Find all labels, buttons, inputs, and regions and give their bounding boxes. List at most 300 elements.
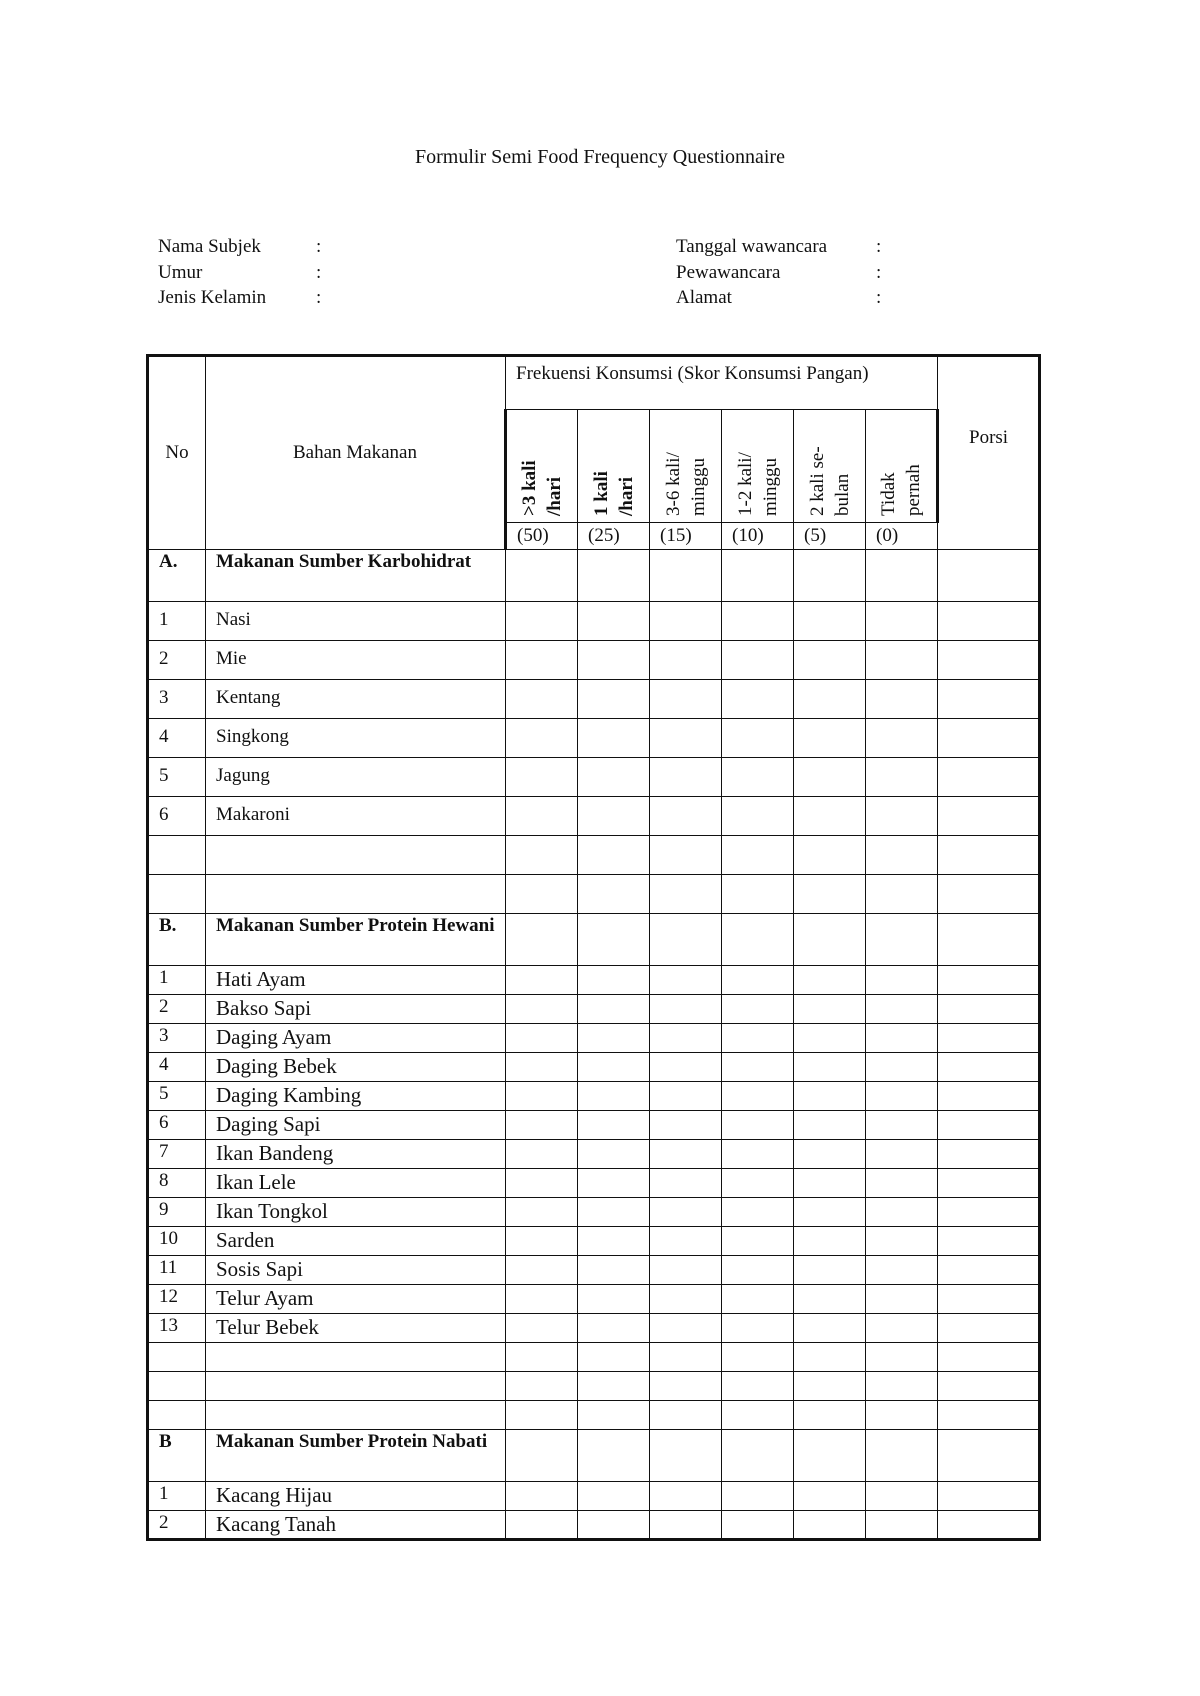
frequency-cell[interactable]	[722, 1227, 794, 1256]
frequency-cell[interactable]	[578, 1169, 650, 1198]
frequency-cell[interactable]	[650, 914, 722, 966]
interview-info	[676, 234, 881, 311]
frequency-cell[interactable]	[794, 602, 866, 641]
food-name: Daging Bebek	[206, 1053, 506, 1082]
food-name: Daging Kambing	[206, 1082, 506, 1111]
frequency-cell[interactable]	[722, 1343, 794, 1372]
porsi-cell[interactable]	[938, 1082, 1040, 1111]
frequency-cell[interactable]	[794, 1314, 866, 1343]
frequency-cell[interactable]	[506, 995, 578, 1024]
frequency-cell[interactable]	[506, 1430, 578, 1482]
frequency-cell[interactable]	[866, 1343, 938, 1372]
frequency-cell[interactable]	[794, 758, 866, 797]
frequency-cell[interactable]	[650, 1256, 722, 1285]
food-item-row	[148, 1314, 1040, 1343]
frequency-cell[interactable]	[650, 1227, 722, 1256]
row-number: A.	[148, 550, 206, 602]
meta-colon: :	[316, 236, 322, 257]
frequency-cell[interactable]	[866, 719, 938, 758]
freq-column-label: >3 kali /hari	[519, 460, 565, 516]
frequency-cell[interactable]	[578, 1198, 650, 1227]
porsi-cell[interactable]	[938, 602, 1040, 641]
frequency-cell[interactable]	[650, 1024, 722, 1053]
freq-column-header	[650, 410, 722, 523]
food-name: Telur Ayam	[206, 1285, 506, 1314]
frequency-cell[interactable]	[506, 1169, 578, 1198]
frequency-cell[interactable]	[578, 1343, 650, 1372]
frequency-cell[interactable]	[578, 680, 650, 719]
frequency-cell[interactable]	[650, 719, 722, 758]
porsi-cell[interactable]	[938, 641, 1040, 680]
frequency-cell[interactable]	[722, 1285, 794, 1314]
frequency-cell[interactable]	[650, 680, 722, 719]
porsi-cell[interactable]	[938, 758, 1040, 797]
frequency-cell[interactable]	[578, 1401, 650, 1430]
frequency-cell[interactable]	[866, 1285, 938, 1314]
food-item-row	[148, 1285, 1040, 1314]
frequency-cell[interactable]	[722, 1430, 794, 1482]
table-body	[148, 550, 1040, 1540]
food-item-row	[148, 1256, 1040, 1285]
frequency-cell[interactable]	[506, 1111, 578, 1140]
subject-info	[158, 234, 321, 311]
frequency-cell[interactable]	[650, 1482, 722, 1511]
porsi-cell[interactable]	[938, 1198, 1040, 1227]
frequency-cell[interactable]	[794, 1401, 866, 1430]
frequency-cell[interactable]	[506, 1198, 578, 1227]
row-number: 4	[148, 719, 206, 758]
frequency-cell[interactable]	[506, 797, 578, 836]
frequency-cell[interactable]	[794, 1372, 866, 1401]
porsi-cell[interactable]	[938, 995, 1040, 1024]
food-item-row	[148, 1169, 1040, 1198]
frequency-cell[interactable]	[794, 1343, 866, 1372]
porsi-cell[interactable]	[938, 1314, 1040, 1343]
frequency-cell[interactable]	[722, 1511, 794, 1540]
frequency-cell[interactable]	[578, 719, 650, 758]
frequency-cell[interactable]	[578, 1227, 650, 1256]
frequency-cell[interactable]	[578, 1285, 650, 1314]
frequency-cell[interactable]	[866, 641, 938, 680]
frequency-cell[interactable]	[506, 836, 578, 875]
row-number	[148, 1372, 206, 1401]
freq-column-header	[722, 410, 794, 523]
food-name	[206, 1401, 506, 1430]
porsi-cell[interactable]	[938, 1511, 1040, 1540]
frequency-cell[interactable]	[506, 1285, 578, 1314]
food-item-row	[148, 1082, 1040, 1111]
frequency-cell[interactable]	[506, 1401, 578, 1430]
frequency-cell[interactable]	[722, 1111, 794, 1140]
frequency-cell[interactable]	[866, 1482, 938, 1511]
frequency-cell[interactable]	[722, 914, 794, 966]
frequency-cell[interactable]	[866, 1256, 938, 1285]
frequency-cell[interactable]	[866, 1314, 938, 1343]
porsi-cell[interactable]	[938, 1430, 1040, 1482]
frequency-cell[interactable]	[866, 1430, 938, 1482]
food-item-row	[148, 1511, 1040, 1540]
frequency-cell[interactable]	[866, 1198, 938, 1227]
meta-colon: :	[876, 261, 882, 283]
frequency-cell[interactable]	[650, 1314, 722, 1343]
frequency-cell[interactable]	[506, 1256, 578, 1285]
row-number	[148, 836, 206, 875]
food-name: Kacang Tanah	[206, 1511, 506, 1540]
porsi-cell[interactable]	[938, 1372, 1040, 1401]
frequency-cell[interactable]	[794, 550, 866, 602]
frequency-cell[interactable]	[506, 641, 578, 680]
frequency-cell[interactable]	[866, 1401, 938, 1430]
frequency-cell[interactable]	[722, 836, 794, 875]
frequency-cell[interactable]	[506, 1053, 578, 1082]
porsi-cell[interactable]	[938, 1285, 1040, 1314]
form-title: Formulir Semi Food Frequency Questionnaire	[415, 146, 785, 168]
frequency-cell[interactable]	[506, 966, 578, 995]
frequency-cell[interactable]	[794, 1111, 866, 1140]
header-bahan-makanan: Bahan Makanan	[206, 356, 506, 550]
frequency-cell[interactable]	[722, 1198, 794, 1227]
frequency-cell[interactable]	[578, 641, 650, 680]
frequency-cell[interactable]	[722, 1024, 794, 1053]
frequency-cell[interactable]	[866, 1140, 938, 1169]
frequency-cell[interactable]	[578, 1111, 650, 1140]
porsi-cell[interactable]	[938, 875, 1040, 914]
frequency-cell[interactable]	[722, 1314, 794, 1343]
frequency-cell[interactable]	[794, 875, 866, 914]
freq-column-header	[578, 410, 650, 523]
row-number: 4	[148, 1053, 206, 1082]
freq-column-header	[506, 410, 578, 523]
frequency-cell[interactable]	[578, 1482, 650, 1511]
meta-row-jenis-kelamin	[158, 285, 321, 311]
frequency-cell[interactable]	[866, 995, 938, 1024]
food-item-row	[148, 875, 1040, 914]
frequency-cell[interactable]	[866, 1082, 938, 1111]
food-item-row	[148, 641, 1040, 680]
porsi-cell[interactable]	[938, 680, 1040, 719]
porsi-cell[interactable]	[938, 1401, 1040, 1430]
meta-label: Alamat	[676, 287, 732, 308]
food-name: Nasi	[206, 602, 506, 641]
row-number: 6	[148, 797, 206, 836]
frequency-cell[interactable]	[722, 797, 794, 836]
food-name: Makanan Sumber Protein Hewani	[206, 914, 506, 966]
porsi-cell[interactable]	[938, 719, 1040, 758]
frequency-cell[interactable]	[650, 1401, 722, 1430]
row-number	[148, 875, 206, 914]
frequency-cell[interactable]	[650, 995, 722, 1024]
frequency-cell[interactable]	[794, 1227, 866, 1256]
frequency-cell[interactable]	[866, 1111, 938, 1140]
frequency-cell[interactable]	[866, 836, 938, 875]
food-name: Jagung	[206, 758, 506, 797]
porsi-cell[interactable]	[938, 1227, 1040, 1256]
frequency-cell[interactable]	[506, 758, 578, 797]
frequency-cell[interactable]	[722, 1372, 794, 1401]
frequency-cell[interactable]	[794, 1140, 866, 1169]
row-number: 8	[148, 1169, 206, 1198]
frequency-cell[interactable]	[506, 680, 578, 719]
frequency-cell[interactable]	[506, 719, 578, 758]
frequency-cell[interactable]	[506, 1082, 578, 1111]
freq-column-label: 2 kali se- bulan	[806, 446, 853, 516]
frequency-cell[interactable]	[722, 1482, 794, 1511]
frequency-cell[interactable]	[650, 602, 722, 641]
frequency-cell[interactable]	[722, 966, 794, 995]
frequency-cell[interactable]	[650, 1430, 722, 1482]
food-name: Ikan Bandeng	[206, 1140, 506, 1169]
meta-label: Jenis Kelamin	[158, 287, 267, 308]
frequency-cell[interactable]	[866, 1227, 938, 1256]
row-number: 10	[148, 1227, 206, 1256]
food-item-row	[148, 1401, 1040, 1430]
header-porsi: Porsi	[938, 356, 1040, 550]
frequency-cell[interactable]	[578, 550, 650, 602]
frequency-cell[interactable]	[578, 1372, 650, 1401]
frequency-cell[interactable]	[722, 1140, 794, 1169]
frequency-cell[interactable]	[578, 1053, 650, 1082]
section-header-row	[148, 550, 1040, 602]
frequency-cell[interactable]	[506, 1372, 578, 1401]
frequency-cell[interactable]	[506, 875, 578, 914]
frequency-cell[interactable]	[578, 966, 650, 995]
frequency-cell[interactable]	[578, 1511, 650, 1540]
food-item-row	[148, 966, 1040, 995]
meta-row-alamat	[676, 285, 881, 311]
food-name: Daging Sapi	[206, 1111, 506, 1140]
row-number: 5	[148, 758, 206, 797]
meta-row-nama	[158, 234, 321, 260]
meta-colon: :	[876, 236, 882, 257]
header-no: No	[148, 356, 206, 550]
food-name: Daging Ayam	[206, 1024, 506, 1053]
frequency-cell[interactable]	[794, 1024, 866, 1053]
frequency-cell[interactable]	[650, 1111, 722, 1140]
frequency-cell[interactable]	[866, 875, 938, 914]
food-name: Makaroni	[206, 797, 506, 836]
frequency-cell[interactable]	[866, 1053, 938, 1082]
frequency-cell[interactable]	[506, 1140, 578, 1169]
frequency-cell[interactable]	[578, 1082, 650, 1111]
frequency-cell[interactable]	[794, 1198, 866, 1227]
frequency-cell[interactable]	[578, 1256, 650, 1285]
porsi-cell[interactable]	[938, 1140, 1040, 1169]
frequency-cell[interactable]	[650, 550, 722, 602]
frequency-cell[interactable]	[794, 680, 866, 719]
frequency-cell[interactable]	[794, 1285, 866, 1314]
frequency-cell[interactable]	[506, 602, 578, 641]
porsi-cell[interactable]	[938, 550, 1040, 602]
meta-row-pewawancara	[676, 260, 881, 286]
meta-row-umur	[158, 260, 321, 286]
row-number: 3	[148, 1024, 206, 1053]
food-item-row	[148, 1372, 1040, 1401]
food-item-row	[148, 602, 1040, 641]
frequency-cell[interactable]	[722, 719, 794, 758]
frequency-cell[interactable]	[650, 1140, 722, 1169]
frequency-cell[interactable]	[650, 1343, 722, 1372]
frequency-cell[interactable]	[794, 836, 866, 875]
frequency-cell[interactable]	[578, 602, 650, 641]
frequency-cell[interactable]	[650, 836, 722, 875]
food-item-row	[148, 1053, 1040, 1082]
freq-score: (50)	[506, 523, 578, 550]
frequency-cell[interactable]	[794, 1430, 866, 1482]
frequency-cell[interactable]	[650, 1169, 722, 1198]
frequency-cell[interactable]	[866, 797, 938, 836]
frequency-cell[interactable]	[722, 758, 794, 797]
food-name: Hati Ayam	[206, 966, 506, 995]
row-number: 1	[148, 1482, 206, 1511]
row-number: 2	[148, 1511, 206, 1540]
porsi-cell[interactable]	[938, 1482, 1040, 1511]
frequency-cell[interactable]	[866, 1511, 938, 1540]
food-item-row	[148, 1482, 1040, 1511]
frequency-cell[interactable]	[722, 1082, 794, 1111]
frequency-cell[interactable]	[578, 758, 650, 797]
frequency-cell[interactable]	[506, 1314, 578, 1343]
porsi-cell[interactable]	[938, 1343, 1040, 1372]
frequency-cell[interactable]	[578, 1430, 650, 1482]
frequency-cell[interactable]	[578, 995, 650, 1024]
frequency-cell[interactable]	[794, 797, 866, 836]
freq-column-label: 1 kali /hari	[590, 471, 637, 516]
frequency-cell[interactable]	[794, 1053, 866, 1082]
meta-label: Tanggal wawancara	[676, 236, 828, 257]
frequency-cell[interactable]	[722, 1169, 794, 1198]
food-item-row	[148, 836, 1040, 875]
frequency-cell[interactable]	[506, 1343, 578, 1372]
frequency-cell[interactable]	[650, 641, 722, 680]
freq-column-header	[866, 410, 938, 523]
food-name: Makanan Sumber Protein Nabati	[206, 1430, 506, 1482]
food-item-row	[148, 1111, 1040, 1140]
frequency-cell[interactable]	[794, 1256, 866, 1285]
freq-column-label: 1-2 kali/ minggu	[734, 452, 781, 516]
frequency-cell[interactable]	[794, 719, 866, 758]
food-name: Telur Bebek	[206, 1314, 506, 1343]
frequency-cell[interactable]	[866, 966, 938, 995]
porsi-cell[interactable]	[938, 1256, 1040, 1285]
frequency-cell[interactable]	[650, 1285, 722, 1314]
frequency-cell[interactable]	[578, 1140, 650, 1169]
row-number: 6	[148, 1111, 206, 1140]
frequency-cell[interactable]	[578, 836, 650, 875]
table-header	[148, 356, 1040, 550]
row-number: B.	[148, 914, 206, 966]
frequency-cell[interactable]	[650, 1053, 722, 1082]
porsi-cell[interactable]	[938, 1169, 1040, 1198]
food-name: Kacang Hijau	[206, 1482, 506, 1511]
section-header-row	[148, 914, 1040, 966]
frequency-cell[interactable]	[650, 1198, 722, 1227]
porsi-cell[interactable]	[938, 1053, 1040, 1082]
porsi-cell[interactable]	[938, 966, 1040, 995]
frequency-cell[interactable]	[578, 1024, 650, 1053]
frequency-cell[interactable]	[506, 550, 578, 602]
frequency-cell[interactable]	[794, 995, 866, 1024]
freq-column-label: Tidak pernah	[878, 464, 925, 516]
frequency-cell[interactable]	[866, 758, 938, 797]
porsi-cell[interactable]	[938, 1024, 1040, 1053]
frequency-cell[interactable]	[866, 1169, 938, 1198]
frequency-cell[interactable]	[794, 1482, 866, 1511]
frequency-cell[interactable]	[578, 914, 650, 966]
frequency-cell[interactable]	[722, 641, 794, 680]
frequency-cell[interactable]	[650, 875, 722, 914]
frequency-cell[interactable]	[794, 1169, 866, 1198]
freq-score: (0)	[866, 523, 938, 550]
food-name: Sarden	[206, 1227, 506, 1256]
frequency-cell[interactable]	[794, 966, 866, 995]
frequency-cell[interactable]	[650, 966, 722, 995]
frequency-cell[interactable]	[866, 1372, 938, 1401]
frequency-cell[interactable]	[650, 1372, 722, 1401]
meta-label: Nama Subjek	[158, 236, 261, 257]
freq-score: (15)	[650, 523, 722, 550]
row-number: 9	[148, 1198, 206, 1227]
frequency-cell[interactable]	[722, 1053, 794, 1082]
meta-colon: :	[876, 287, 882, 308]
ffq-table	[146, 354, 1041, 1541]
frequency-cell[interactable]	[506, 914, 578, 966]
row-number: 2	[148, 995, 206, 1024]
porsi-cell[interactable]	[938, 914, 1040, 966]
frequency-cell[interactable]	[794, 1082, 866, 1111]
frequency-cell[interactable]	[866, 914, 938, 966]
frequency-cell[interactable]	[578, 797, 650, 836]
frequency-cell[interactable]	[506, 1024, 578, 1053]
frequency-cell[interactable]	[722, 1256, 794, 1285]
frequency-cell[interactable]	[722, 875, 794, 914]
frequency-cell[interactable]	[866, 680, 938, 719]
frequency-cell[interactable]	[578, 1314, 650, 1343]
frequency-cell[interactable]	[506, 1482, 578, 1511]
frequency-cell[interactable]	[506, 1227, 578, 1256]
frequency-cell[interactable]	[722, 602, 794, 641]
freq-score: (25)	[578, 523, 650, 550]
frequency-cell[interactable]	[794, 1511, 866, 1540]
frequency-cell[interactable]	[722, 550, 794, 602]
porsi-cell[interactable]	[938, 797, 1040, 836]
frequency-cell[interactable]	[722, 1401, 794, 1430]
frequency-cell[interactable]	[650, 758, 722, 797]
food-name: Sosis Sapi	[206, 1256, 506, 1285]
food-name: Singkong	[206, 719, 506, 758]
frequency-cell[interactable]	[506, 1511, 578, 1540]
frequency-cell[interactable]	[650, 797, 722, 836]
frequency-cell[interactable]	[650, 1511, 722, 1540]
frequency-cell[interactable]	[578, 875, 650, 914]
food-item-row	[148, 797, 1040, 836]
porsi-cell[interactable]	[938, 836, 1040, 875]
frequency-cell[interactable]	[866, 602, 938, 641]
section-header-row	[148, 1430, 1040, 1482]
frequency-cell[interactable]	[866, 550, 938, 602]
frequency-cell[interactable]	[722, 680, 794, 719]
row-number: 13	[148, 1314, 206, 1343]
frequency-cell[interactable]	[866, 1024, 938, 1053]
frequency-cell[interactable]	[794, 914, 866, 966]
food-item-row	[148, 680, 1040, 719]
frequency-cell[interactable]	[722, 995, 794, 1024]
porsi-cell[interactable]	[938, 1111, 1040, 1140]
row-number	[148, 1401, 206, 1430]
row-number: B	[148, 1430, 206, 1482]
frequency-cell[interactable]	[794, 641, 866, 680]
frequency-cell[interactable]	[650, 1082, 722, 1111]
row-number: 7	[148, 1140, 206, 1169]
